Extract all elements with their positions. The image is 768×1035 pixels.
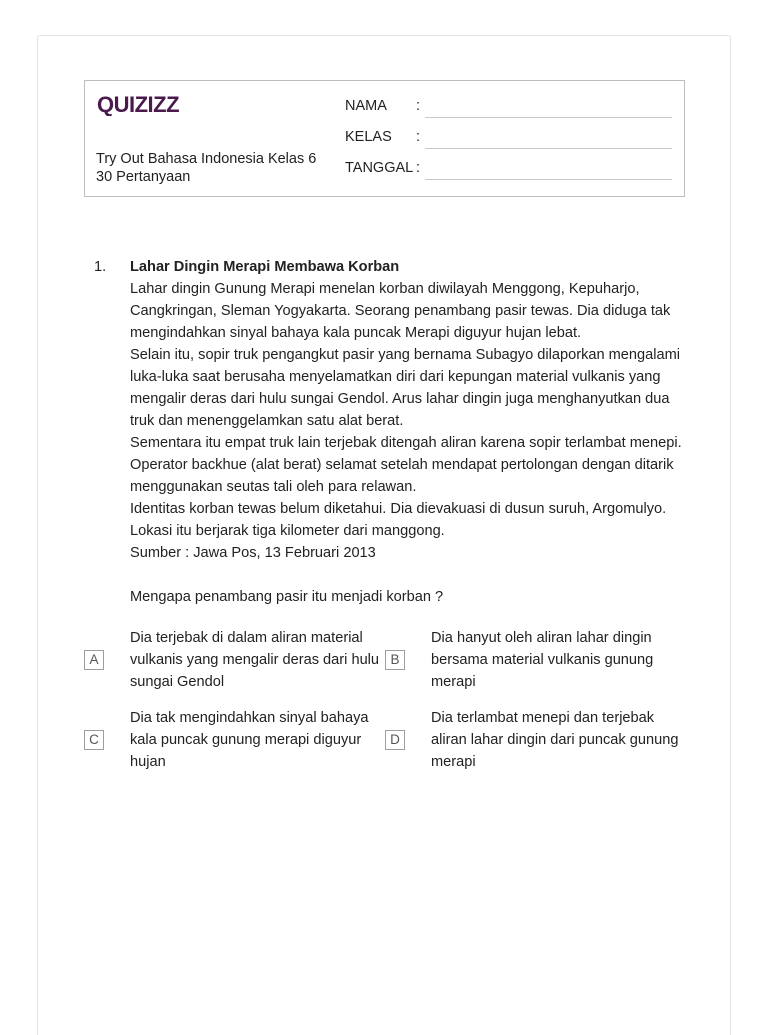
name-field[interactable]	[345, 96, 672, 118]
class-field[interactable]	[345, 127, 672, 149]
question-prompt: Mengapa penambang pasir itu menjadi korban ?	[130, 589, 444, 605]
question-count: 30 Pertanyaan	[96, 169, 191, 185]
class-label: KELAS	[345, 129, 392, 145]
quiz-info	[96, 150, 316, 186]
option-a-text: Dia terjebak di dalam aliran material vulkanis yang mengalir deras dari hulu sungai Gendol	[130, 630, 380, 690]
name-line	[425, 117, 672, 118]
date-colon: :	[416, 160, 421, 176]
option-c-letter: C	[84, 730, 104, 750]
class-line	[425, 148, 672, 149]
worksheet-header	[84, 80, 685, 197]
paragraph-2: Selain itu, sopir truk pengangkut pasir yang bernama Subagyo dilaporkan mengalami luka-luka saat berusaha menyelamatkan diri dari kepungan material vulkanis yang mengalir deras dari hulu sungai Gendol. Arus lahar dingin juga menghanyutkan dua truk dan menenggelamkan satu alat berat.	[130, 347, 681, 429]
option-d-text: Dia terlambat menepi dan terjebak aliran lahar dingin dari puncak gunung merapi	[431, 710, 679, 770]
date-field[interactable]	[345, 158, 672, 180]
question-body	[130, 256, 690, 608]
question-number: 1.	[94, 259, 107, 275]
option-b-text: Dia hanyut oleh aliran lahar dingin bersama material vulkanis gunung merapi	[431, 630, 654, 690]
option-d-letter: D	[385, 730, 405, 750]
paragraph-3: Sementara itu empat truk lain terjebak ditengah aliran karena sopir terlambat menepi. Operator backhue (alat berat) selamat setelah mendapat pertolongan dengan ditarik menggunakan seutas tali oleh para relawan.	[130, 435, 682, 495]
class-colon: :	[416, 129, 421, 145]
date-line	[425, 179, 672, 180]
quizizz-logo	[97, 92, 185, 116]
name-label: NAMA	[345, 98, 387, 114]
option-b-letter: B	[385, 650, 405, 670]
source-line: Sumber : Jawa Pos, 13 Februari 2013	[130, 545, 376, 561]
option-c-text: Dia tak mengindahkan sinyal bahaya kala puncak gunung merapi diguyur hujan	[130, 710, 369, 770]
name-colon: :	[416, 98, 421, 114]
option-a-letter: A	[84, 650, 104, 670]
date-label: TANGGAL	[345, 160, 414, 176]
question-title: Lahar Dingin Merapi Membawa Korban	[130, 259, 400, 275]
svg-text:QUIZIZZ: QUIZIZZ	[97, 92, 180, 116]
paragraph-1: Lahar dingin Gunung Merapi menelan korban diwilayah Menggong, Kepuharjo, Cangkringan, Sleman Yogyakarta. Seorang penambang pasir tewas. Dia diduga tak mengindahkan sinyal bahaya kala puncak Merapi diguyur hujan lebat.	[130, 281, 671, 341]
paragraph-4: Identitas korban tewas belum diketahui. Dia dievakuasi di dusun suruh, Argomulyo. Lokasi itu berjarak tiga kilometer dari manggong.	[130, 501, 667, 539]
quiz-title: Try Out Bahasa Indonesia Kelas 6	[96, 151, 317, 167]
